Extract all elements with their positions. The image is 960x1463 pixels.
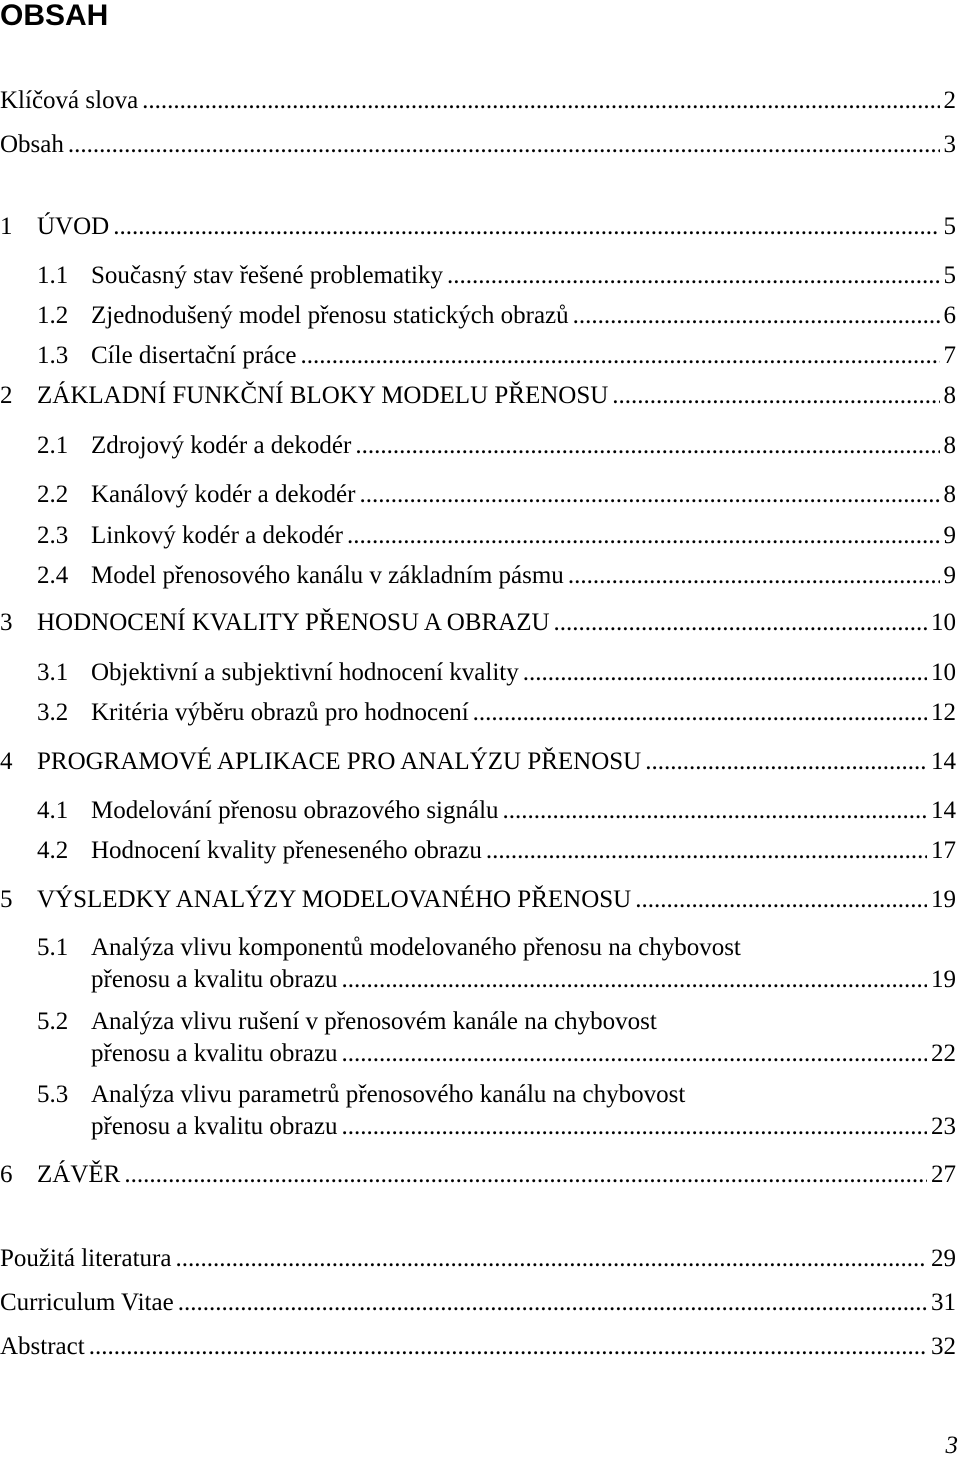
toc-entry-page: 6: [943, 302, 956, 329]
toc-leader: [178, 1288, 927, 1318]
toc-entry-title-continued: přenosu a kvalitu obrazu: [91, 1040, 338, 1067]
toc-entry-number: 6: [0, 1161, 13, 1188]
toc-entry-page: 10: [931, 659, 956, 686]
toc-entry-title: VÝSLEDKY ANALÝZY MODELOVANÉHO PŘENOSU: [37, 886, 632, 913]
toc-entry-title: Modelování přenosu obrazového signálu: [91, 797, 499, 824]
toc-entry-number: 1.1: [37, 262, 69, 289]
toc-leader: [113, 212, 939, 242]
toc-entry-number: 2.3: [37, 522, 69, 549]
toc-section-first-line[interactable]: [0, 929, 960, 963]
toc-entry-number: 5.2: [37, 1008, 69, 1035]
toc-entry-page: 17: [931, 837, 956, 864]
toc-entry-title-continued: přenosu a kvalitu obrazu: [91, 1113, 338, 1140]
toc-entry-title: Objektivní a subjektivní hodnocení kvality: [91, 659, 519, 686]
toc-entry-page: 22: [931, 1040, 956, 1067]
page-heading: OBSAH: [0, 0, 109, 32]
toc-section[interactable]: [0, 476, 960, 510]
toc-entry[interactable]: [0, 126, 960, 160]
toc-entry-title: Linkový kodér a dekodér: [91, 522, 344, 549]
toc-entry-page: 3: [943, 131, 956, 158]
toc-leader: [523, 658, 927, 688]
toc-section[interactable]: [0, 257, 960, 291]
toc-entry-title: Zdrojový kodér a dekodér: [91, 432, 352, 459]
toc-entry-title: Cíle disertační práce: [91, 342, 297, 369]
toc-section[interactable]: [0, 517, 960, 551]
toc-entry-number: 2.1: [37, 432, 69, 459]
toc-entry[interactable]: [0, 82, 960, 116]
toc-entry-page: 27: [931, 1161, 956, 1188]
toc-entry-title: Obsah: [0, 131, 64, 158]
toc-section[interactable]: [0, 832, 960, 866]
toc-entry-page: 14: [931, 748, 956, 775]
toc-entry-number: 4: [0, 748, 13, 775]
toc-entry-number: 2: [0, 382, 13, 409]
toc-entry-number: 3.2: [37, 699, 69, 726]
toc-entry-page: 8: [943, 481, 956, 508]
toc-entry[interactable]: [0, 1240, 960, 1274]
toc-section-first-line[interactable]: [0, 1003, 960, 1037]
toc-entry-number: 5.3: [37, 1081, 69, 1108]
toc-entry-page: 19: [931, 886, 956, 913]
toc-entry[interactable]: [0, 1328, 960, 1362]
toc-entry-page: 2: [943, 87, 956, 114]
toc-leader: [645, 747, 927, 777]
toc-entry-page: 5: [943, 213, 956, 240]
toc-section[interactable]: [0, 297, 960, 331]
toc-entry-title: Současný stav řešené problematiky: [91, 262, 443, 289]
toc-entry-page: 12: [931, 699, 956, 726]
toc-leader: [612, 381, 939, 411]
toc-entry-title: ZÁKLADNÍ FUNKČNÍ BLOKY MODELU PŘENOSU: [37, 382, 609, 409]
toc-section-second-line[interactable]: [0, 1108, 960, 1142]
toc-leader: [341, 1112, 927, 1142]
toc-entry-title: ZÁVĚR: [37, 1161, 121, 1188]
toc-entry-title: Kanálový kodér a dekodér: [91, 481, 356, 508]
toc-leader: [124, 1160, 927, 1190]
toc-entry-title: Curriculum Vitae: [0, 1289, 174, 1316]
toc-chapter[interactable]: [0, 881, 960, 915]
toc-section[interactable]: [0, 792, 960, 826]
toc-leader: [175, 1244, 927, 1274]
toc-leader: [447, 261, 940, 291]
toc-entry-number: 1: [0, 213, 13, 240]
toc-leader: [68, 130, 940, 160]
toc-leader: [573, 301, 940, 331]
toc-entry-number: 4.1: [37, 797, 69, 824]
toc-entry-number: 2.4: [37, 562, 69, 589]
toc-entry-number: 2.2: [37, 481, 69, 508]
toc-entry-title: Model přenosového kanálu v základním pásmu: [91, 562, 564, 589]
toc-entry-title-continued: přenosu a kvalitu obrazu: [91, 966, 338, 993]
toc-section-second-line[interactable]: [0, 1035, 960, 1069]
toc-entry-title: Analýza vlivu parametrů přenosového kanálu na chybovost: [91, 1081, 686, 1108]
toc-section[interactable]: [0, 337, 960, 371]
toc-section[interactable]: [0, 694, 960, 728]
toc-entry-page: 7: [943, 342, 956, 369]
toc-entry-number: 5: [0, 886, 13, 913]
toc-leader: [341, 965, 927, 995]
toc-entry-number: 5.1: [37, 934, 69, 961]
toc-leader: [347, 521, 939, 551]
toc-entry-page: 9: [943, 562, 956, 589]
toc-leader: [355, 431, 939, 461]
toc-entry-page: 31: [931, 1289, 956, 1316]
toc-leader: [635, 885, 927, 915]
toc-entry-title: HODNOCENÍ KVALITY PŘENOSU A OBRAZU: [37, 609, 550, 636]
toc-entry-number: 1.3: [37, 342, 69, 369]
toc-entry-page: 14: [931, 797, 956, 824]
toc-entry-page: 10: [931, 609, 956, 636]
toc-leader: [473, 698, 927, 728]
page-number: 3: [945, 1432, 958, 1459]
toc-section[interactable]: [0, 427, 960, 461]
toc-leader: [554, 608, 927, 638]
toc-entry-page: 29: [931, 1245, 956, 1272]
toc-entry-number: 4.2: [37, 837, 69, 864]
toc-leader: [142, 86, 939, 116]
toc-entry-page: 32: [931, 1333, 956, 1360]
toc-entry-title: Použitá literatura: [0, 1245, 172, 1272]
toc-leader: [503, 796, 927, 826]
toc-section-second-line[interactable]: [0, 961, 960, 995]
toc-chapter[interactable]: [0, 743, 960, 777]
toc-leader: [486, 836, 927, 866]
toc-entry-page: 19: [931, 966, 956, 993]
toc-entry-title: Kritéria výběru obrazů pro hodnocení: [91, 699, 469, 726]
toc-chapter[interactable]: [0, 208, 960, 242]
toc-entry-page: 8: [943, 382, 956, 409]
toc-leader: [359, 480, 939, 510]
toc-entry-title: Zjednodušený model přenosu statických obrazů: [91, 302, 569, 329]
toc-chapter[interactable]: [0, 1156, 960, 1190]
toc-entry[interactable]: [0, 1284, 960, 1318]
toc-leader: [300, 341, 939, 371]
toc-entry-title: Analýza vlivu rušení v přenosovém kanále na chybovost: [91, 1008, 657, 1035]
toc-leader: [568, 561, 940, 591]
toc-entry-title: Hodnocení kvality přeneseného obrazu: [91, 837, 482, 864]
toc-entry-number: 1.2: [37, 302, 69, 329]
toc-entry-number: 3.1: [37, 659, 69, 686]
toc-entry-page: 8: [943, 432, 956, 459]
toc-entry-page: 23: [931, 1113, 956, 1140]
toc-chapter[interactable]: [0, 377, 960, 411]
toc-entry-title: ÚVOD: [37, 213, 110, 240]
toc-entry-number: 3: [0, 609, 13, 636]
toc-entry-title: Analýza vlivu komponentů modelovaného přenosu na chybovost: [91, 934, 741, 961]
toc-section-first-line[interactable]: [0, 1076, 960, 1110]
toc-section[interactable]: [0, 654, 960, 688]
toc-entry-title: PROGRAMOVÉ APLIKACE PRO ANALÝZU PŘENOSU: [37, 748, 642, 775]
toc-leader: [341, 1039, 927, 1069]
toc-section[interactable]: [0, 557, 960, 591]
toc-leader: [89, 1332, 927, 1362]
toc-entry-title: Klíčová slova: [0, 87, 139, 114]
toc-entry-title: Abstract: [0, 1333, 85, 1360]
toc-entry-page: 9: [943, 522, 956, 549]
toc-chapter[interactable]: [0, 604, 960, 638]
toc-entry-page: 5: [943, 262, 956, 289]
